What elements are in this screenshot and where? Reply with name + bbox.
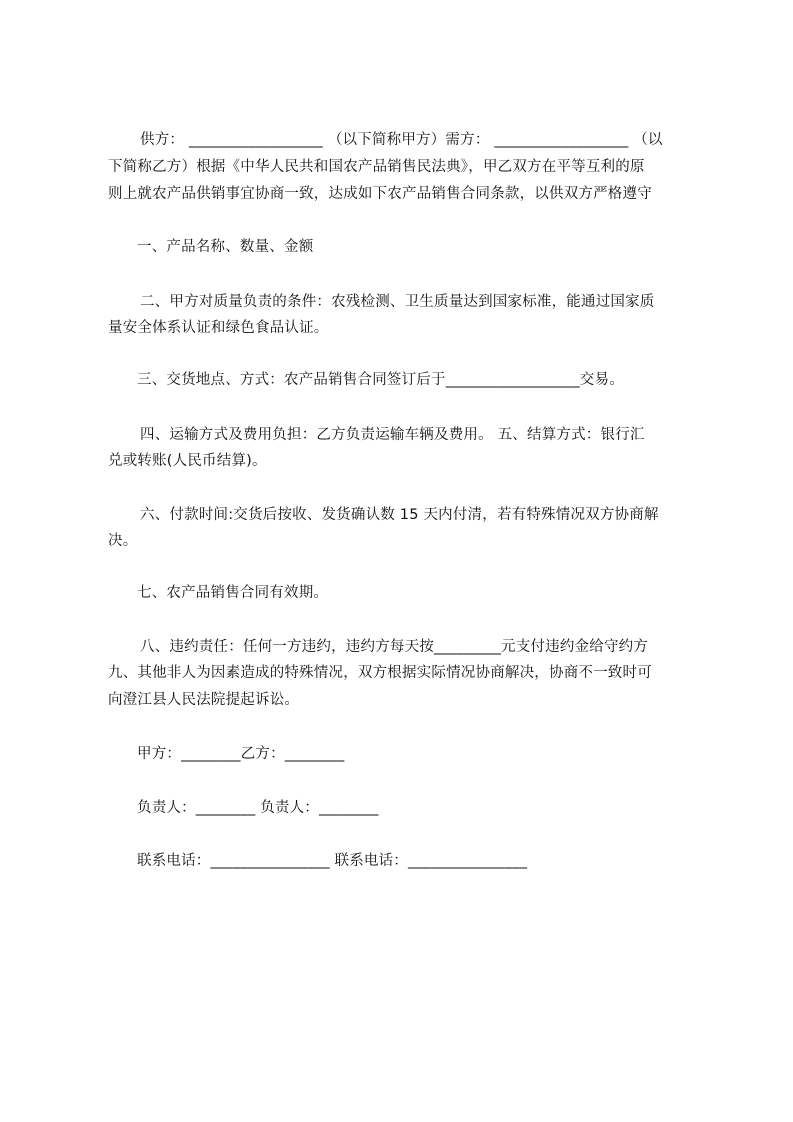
clause-6-line-2: 决。 (108, 533, 138, 549)
signature-parties: 甲方：________乙方：________ (137, 746, 345, 762)
clause-3: 三、交货地点、方式：农产品销售合同签订后于__________________交易。 (137, 372, 624, 388)
clause-6-line-1: 六、付款时间:交货后按收、发货确认数 15 天内付清，若有特殊情况双方协商解 (140, 507, 659, 523)
clause-2-line-1: 二、甲方对质量负责的条件：农残检测、卫生质量达到国家标准，能通过国家质 (140, 294, 655, 310)
clause-8-line: 八、违约责任：任何一方违约，违约方每天按_________元支付违约金给守约方 (140, 639, 649, 655)
signature-phone: 联系电话：________________ 联系电话：________________ (137, 853, 528, 869)
clause-4-5-line-1: 四、运输方式及费用负担：乙方负责运输车辆及费用。 五、结算方式：银行汇 (140, 427, 645, 443)
clause-4-5-line-2: 兑或转账(人民币结算)。 (108, 453, 267, 469)
intro-line-3: 则上就农产品供销事宜协商一致，达成如下农产品销售合同条款，以供双方严格遵守 (108, 186, 652, 202)
signature-responsible: 负责人：________ 负责人：________ (137, 800, 379, 816)
intro-line-1: 供方： __________________ （以下简称甲方）需方： __________________ （以 (140, 132, 663, 148)
clause-7: 七、农产品销售合同有效期。 (137, 585, 329, 601)
clause-9-line-1: 九、其他非人为因素造成的特殊情况，双方根据实际情况协商解决，协商不一致时可 (108, 665, 652, 681)
intro-line-2: 下简称乙方）根据《中华人民共和国农产品销售民法典》，甲乙双方在平等互利的原 (108, 159, 645, 175)
clause-9-line-2: 向澄江县人民法院提起诉讼。 (108, 692, 300, 708)
clause-2-line-2: 量安全体系认证和绿色食品认证。 (108, 320, 329, 336)
clause-1: 一、产品名称、数量、金额 (137, 239, 314, 255)
